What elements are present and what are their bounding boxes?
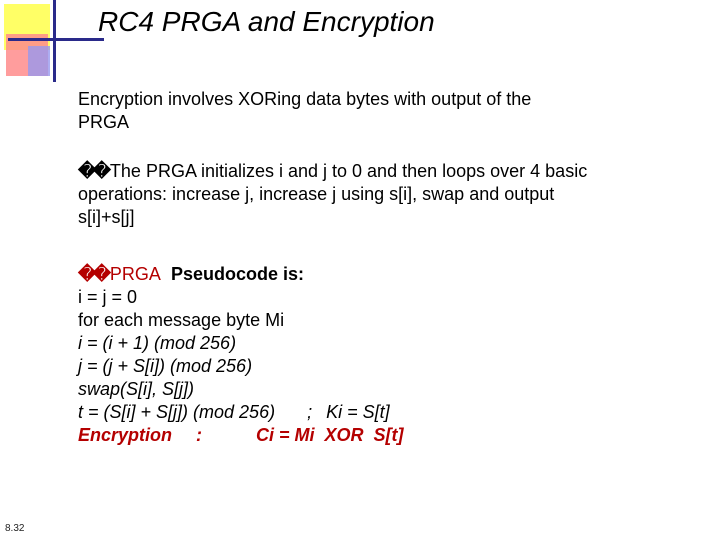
bullet-1-line-3: s[i]+s[j]	[78, 207, 135, 227]
bullet-glyph: ��	[78, 161, 107, 181]
pseudocode-block	[78, 263, 404, 447]
pseudocode-heading	[78, 263, 404, 286]
bullet-1-line-1	[78, 160, 587, 183]
code-line-loop: for each message byte Mi	[78, 310, 285, 330]
code-line-t: t = (S[i] + S[j]) (mod 256)	[78, 402, 276, 422]
slide-number: 8.32	[5, 523, 25, 534]
code-line-k: Ki = S[t]	[326, 402, 390, 422]
encryption-line	[78, 424, 404, 447]
code-line-t-k	[78, 401, 404, 424]
encryption-colon: :	[196, 425, 203, 445]
bullet-glyph: ��	[78, 264, 107, 284]
pseudocode-heading-text: Pseudocode is:	[160, 264, 304, 284]
intro-line-2: PRGA	[78, 112, 130, 132]
decor-line-vertical	[53, 0, 56, 82]
code-line-init: i = j = 0	[78, 287, 138, 307]
code-line-j: j = (j + S[i]) (mod 256)	[78, 356, 253, 376]
code-line-k-separator: ;	[307, 402, 313, 422]
decor-square-lavender	[28, 46, 50, 76]
encryption-label: Encryption	[78, 425, 173, 445]
decor-line-horizontal	[8, 38, 104, 41]
pseudocode-heading-prefix: PRGA	[109, 264, 161, 284]
bullet-1-text-1: The PRGA initializes i and j to 0 and then loops over 4 basic	[109, 161, 588, 181]
code-line-i: i = (i + 1) (mod 256)	[78, 333, 237, 353]
bullet-1-line-2: operations: increase j, increase j using s[i], swap and output	[78, 184, 555, 204]
code-line-swap: swap(S[i], S[j])	[78, 379, 195, 399]
slide-title: RC4 PRGA and Encryption	[98, 6, 435, 37]
encryption-formula: Ci = Mi XOR S[t]	[256, 425, 404, 445]
intro-line-1: Encryption involves XORing data bytes with output of the	[78, 89, 532, 109]
